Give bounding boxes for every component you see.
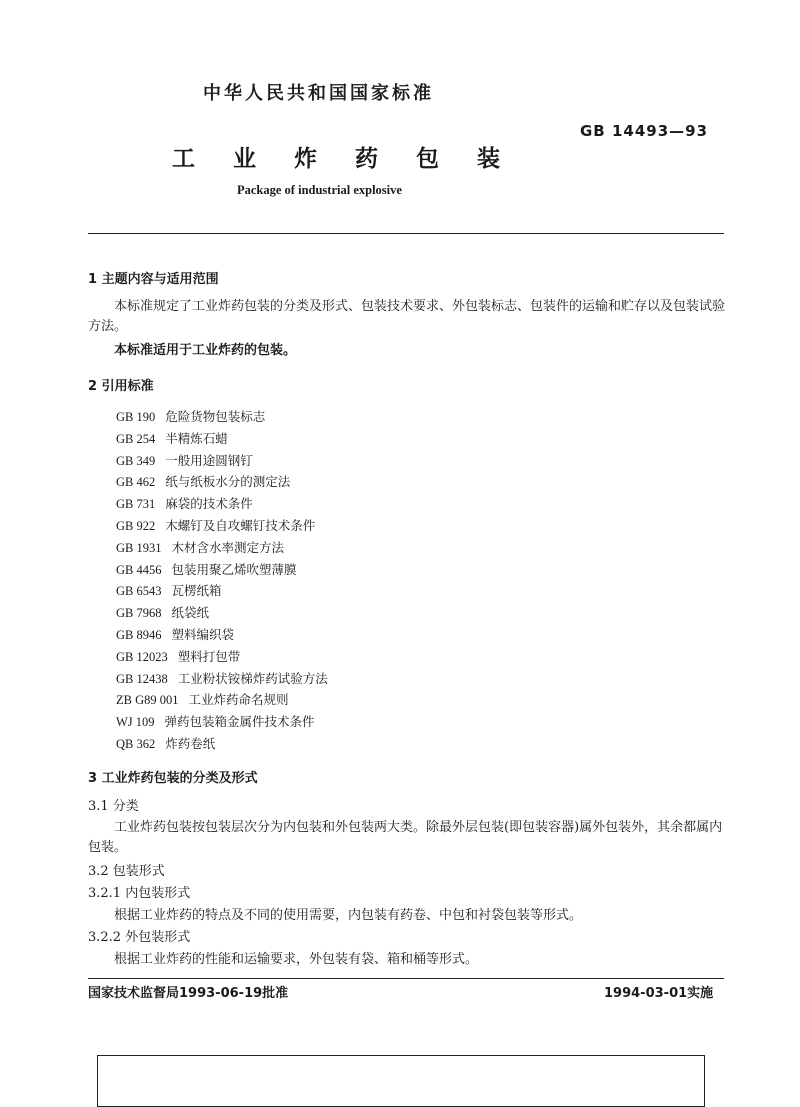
reference-name: 炸药卷纸 xyxy=(165,736,216,751)
title-char: 装 xyxy=(477,146,500,172)
reference-name: 塑料打包带 xyxy=(177,648,241,664)
title-char: 炸 xyxy=(294,146,317,172)
reference-name: 危险货物包装标志 xyxy=(165,409,266,424)
reference-item xyxy=(116,625,234,643)
reference-code: GB 7968 xyxy=(116,606,162,621)
reference-code: GB 462 xyxy=(116,475,156,490)
approval-date: 国家技术监督局1993-06-19批准 xyxy=(88,986,289,1001)
reference-code: GB 8946 xyxy=(116,628,162,642)
section-1-scope: 本标准适用于工业炸药的包装。 xyxy=(114,343,297,358)
reference-code: GB 190 xyxy=(116,410,156,424)
title-char: 工 xyxy=(172,146,195,172)
section-1-heading: 1 主题内容与适用范围 xyxy=(88,272,219,287)
reference-item xyxy=(116,581,222,599)
section-2-heading: 2 引用标准 xyxy=(88,379,154,394)
standard-number: GB 14493—93 xyxy=(580,122,709,140)
header-divider xyxy=(88,233,724,234)
reference-item xyxy=(116,734,215,752)
reference-item xyxy=(116,516,315,534)
reference-code: GB 12023 xyxy=(116,649,168,664)
reference-item xyxy=(116,429,228,447)
reference-code: GB 731 xyxy=(116,497,156,512)
reference-code: GB 349 xyxy=(116,453,156,468)
reference-code: WJ 109 xyxy=(116,715,155,730)
reference-item xyxy=(116,712,315,730)
footer-divider xyxy=(88,978,724,979)
reference-name: 纸袋纸 xyxy=(171,605,210,621)
reference-item xyxy=(116,560,297,578)
subsection-3-2-2-text: 根据工业炸药的性能和运输要求，外包装有袋、箱和桶等形式。 xyxy=(114,952,479,967)
reference-item xyxy=(116,690,289,708)
subsection-3-2-2-heading: 3.2.2 外包装形式 xyxy=(88,930,191,945)
section-1-paragraph: 本标准规定了工业炸药包装的分类及形式、包装技术要求、外包装标志、包装件的运输和贮存以及包装试验方法。 xyxy=(88,299,726,334)
reference-code: GB 254 xyxy=(116,431,156,446)
english-title: Package of industrial explosive xyxy=(237,183,402,197)
reference-name: 纸与纸板水分的测定法 xyxy=(165,474,291,490)
reference-code: GB 4456 xyxy=(116,562,162,577)
reference-name: 木螺钉及自攻螺钉技术条件 xyxy=(165,518,316,533)
reference-name: 瓦楞纸箱 xyxy=(171,583,222,599)
reference-item xyxy=(116,494,253,512)
reference-name: 木材含水率测定方法 xyxy=(171,539,285,555)
title-char: 药 xyxy=(355,146,378,172)
reference-name: 包装用聚乙烯吹塑薄膜 xyxy=(171,561,297,577)
reference-item xyxy=(116,603,209,621)
reference-name: 工业炸药命名规则 xyxy=(188,692,289,708)
reference-code: ZB G89 001 xyxy=(116,693,179,708)
reference-item xyxy=(116,407,265,425)
reference-name: 工业粉状铵梯炸药试验方法 xyxy=(177,670,328,686)
reference-name: 麻袋的技术条件 xyxy=(165,496,253,512)
document-title xyxy=(172,140,538,173)
reference-name: 一般用途圆钢钉 xyxy=(165,452,253,468)
subsection-3-1-text: 工业炸药包装按包装层次分为内包装和外包装两大类。除最外层包装(即包装容器)属外包装外，其余都属内包装。 xyxy=(88,820,723,855)
reference-name: 弹药包装箱金属件技术条件 xyxy=(164,714,315,730)
bottom-frame xyxy=(97,1055,705,1107)
effective-date: 1994-03-01实施 xyxy=(604,986,714,1001)
reference-code: GB 12438 xyxy=(116,671,168,686)
subsection-3-1-heading: 3.1 分类 xyxy=(88,799,139,814)
title-char: 业 xyxy=(233,146,256,172)
reference-item xyxy=(116,451,253,469)
section-3-heading: 3 工业炸药包装的分类及形式 xyxy=(88,771,258,786)
subsection-3-2-1-text: 根据工业炸药的特点及不同的使用需要，内包装有药卷、中包和衬袋包装等形式。 xyxy=(114,908,583,923)
reference-item xyxy=(116,669,328,687)
reference-code: GB 6543 xyxy=(116,584,162,599)
reference-item xyxy=(116,538,284,556)
reference-name: 半精炼石蜡 xyxy=(165,430,228,446)
subsection-3-2-heading: 3.2 包装形式 xyxy=(88,864,165,879)
reference-code: GB 922 xyxy=(116,519,156,533)
reference-name: 塑料编织袋 xyxy=(171,627,235,642)
reference-code: GB 1931 xyxy=(116,540,162,555)
reference-item xyxy=(116,647,240,665)
standard-type-heading: 中华人民共和国国家标准 xyxy=(203,83,434,104)
title-char: 包 xyxy=(416,146,439,172)
reference-item xyxy=(116,472,290,490)
subsection-3-2-1-heading: 3.2.1 内包装形式 xyxy=(88,886,191,901)
reference-code: QB 362 xyxy=(116,737,156,751)
